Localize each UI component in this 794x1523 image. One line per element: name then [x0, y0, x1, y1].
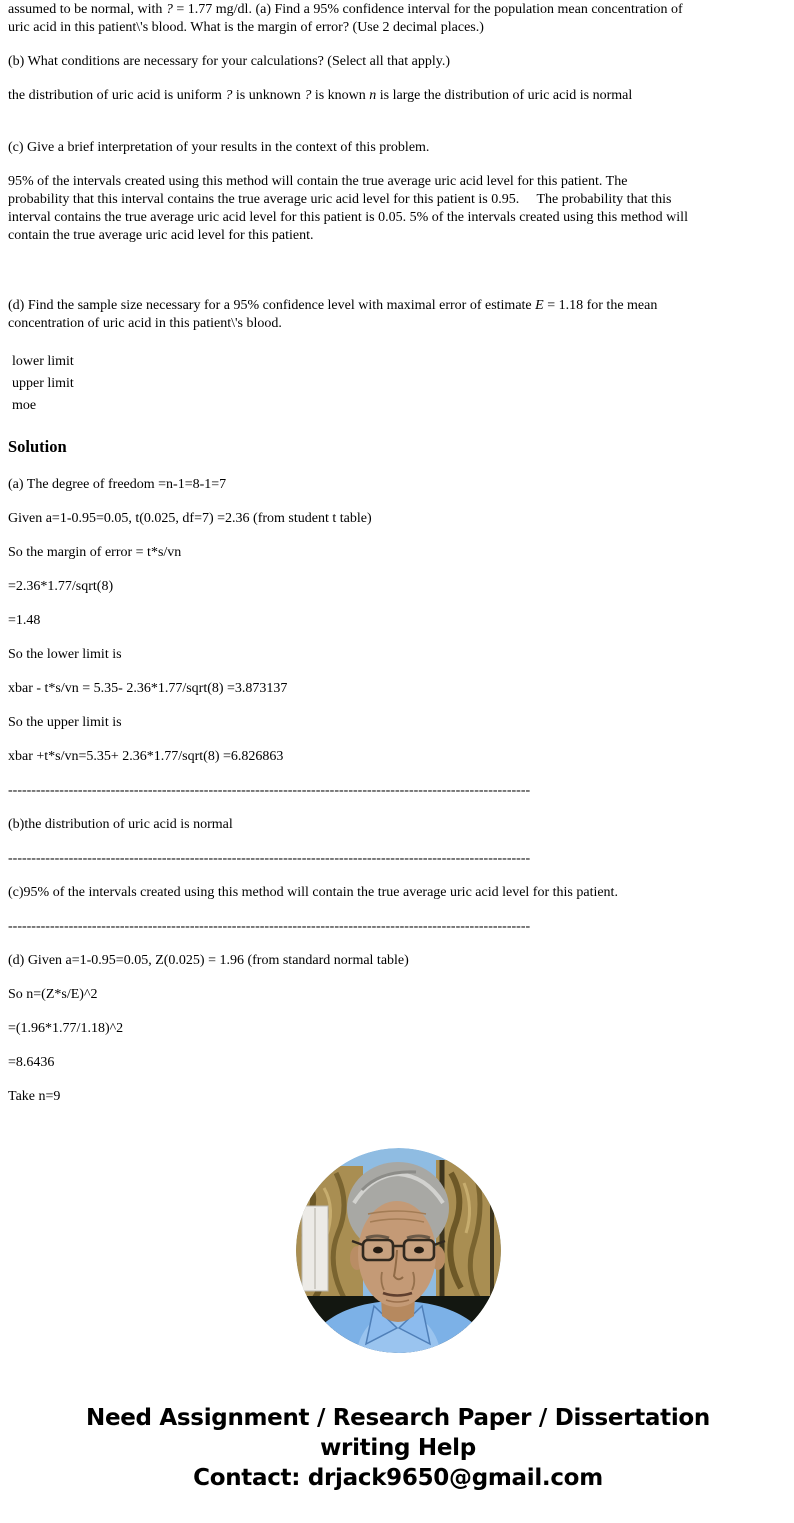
avatar-container: [8, 1148, 788, 1353]
solution-answer-b: (b)the distribution of uric acid is normal: [8, 817, 233, 832]
solution-step-upper-intro: So the upper limit is: [8, 715, 122, 730]
footer-line1: Need Assignment / Research Paper / Dissertation: [86, 1405, 710, 1431]
solution-step-moe-result: =1.48: [8, 613, 41, 628]
upper-limit-label: upper limit: [12, 376, 74, 391]
option-normal: is large the distribution of uric acid is normal: [376, 88, 633, 103]
part-d-text-cont: = 1.18 for the mean: [543, 298, 658, 313]
question-intro-line2: uric acid in this patient\'s blood. What is the margin of error? (Use 2 decimal places.): [8, 20, 484, 35]
question-part-d: [8, 297, 788, 333]
option-unknown: is unknown: [232, 88, 305, 103]
solution-step-n-final: Take n=9: [8, 1089, 61, 1104]
interpretation-paragraph: [8, 173, 788, 245]
question-part-b: (b) What conditions are necessary for your calculations? (Select all that apply.): [8, 54, 450, 69]
interpretation-line: contain the true average uric acid level for this patient.: [8, 228, 314, 243]
lower-limit-label: lower limit: [12, 354, 74, 369]
solution-step-n-formula: So n=(Z*s/E)^2: [8, 987, 98, 1002]
question-part-d-line2: concentration of uric acid in this patient\'s blood.: [8, 316, 282, 331]
interpretation-line: probability that this interval contains the true average uric acid level for this patient is 0.95. The probability that this: [8, 192, 672, 207]
n-symbol: n: [369, 88, 377, 103]
e-symbol: E: [535, 298, 544, 313]
question-part-c: (c) Give a brief interpretation of your results in the context of this problem.: [8, 140, 430, 155]
option-known: is known: [311, 88, 370, 103]
solution-step-upper-calc: xbar +t*s/vn=5.35+ 2.36*1.77/sqrt(8) =6.826863: [8, 749, 284, 764]
solution-step-lower-calc: xbar - t*s/vn = 5.35- 2.36*1.77/sqrt(8) =3.873137: [8, 681, 288, 696]
intro-text: assumed to be normal, with: [8, 2, 166, 17]
solution-step-n-calc: =(1.96*1.77/1.18)^2: [8, 1021, 124, 1036]
solution-heading: Solution: [8, 437, 67, 456]
avatar: [296, 1148, 501, 1353]
solution-step-moe-calc: =2.36*1.77/sqrt(8): [8, 579, 114, 594]
solution-step-d-given: (d) Given a=1-0.95=0.05, Z(0.025) = 1.96 (from standard normal table): [8, 953, 409, 968]
footer-contact-email: Contact: drjack9650@gmail.com: [193, 1465, 603, 1491]
solution-step-n-result: =8.6436: [8, 1055, 55, 1070]
interpretation-line: 95% of the intervals created using this method will contain the true average uric acid level for this patient. The: [8, 174, 628, 189]
answer-fields: [8, 351, 788, 417]
solution-answer-c: (c)95% of the intervals created using this method will contain the true average uric acid level for this patient.: [8, 885, 618, 900]
intro-text-cont: = 1.77 mg/dl. (a) Find a 95% confidence interval for the population mean concentration of: [172, 2, 683, 17]
solution-step-a: (a) The degree of freedom =n-1=8-1=7: [8, 477, 227, 492]
footer-ad: [8, 1403, 788, 1493]
moe-label: moe: [12, 398, 37, 413]
solution-step-moe-formula: So the margin of error = t*s/vn: [8, 545, 182, 560]
sigma-symbol: ?: [165, 2, 173, 17]
question-options-line: [8, 87, 788, 105]
interpretation-line: interval contains the true average uric acid level for this patient is 0.05. 5% of the intervals created using this method will: [8, 210, 688, 225]
sigma-symbol: ?: [304, 88, 312, 103]
option-uniform: the distribution of uric acid is uniform: [8, 88, 226, 103]
solution-step-given: Given a=1-0.95=0.05, t(0.025, df=7) =2.36 (from student t table): [8, 511, 372, 526]
separator-line: ----------------------------------------------------------------------------------------------------------------: [8, 851, 531, 866]
solution-step-lower-intro: So the lower limit is: [8, 647, 122, 662]
sigma-symbol: ?: [225, 88, 233, 103]
separator-line: ----------------------------------------------------------------------------------------------------------------: [8, 919, 531, 934]
part-d-text: (d) Find the sample size necessary for a 95% confidence level with maximal error of estimate: [8, 298, 536, 313]
separator-line: ----------------------------------------------------------------------------------------------------------------: [8, 783, 531, 798]
question-part-d-line1: [8, 297, 788, 315]
question-intro-line1: [8, 1, 788, 19]
footer-line2: writing Help: [320, 1435, 476, 1461]
